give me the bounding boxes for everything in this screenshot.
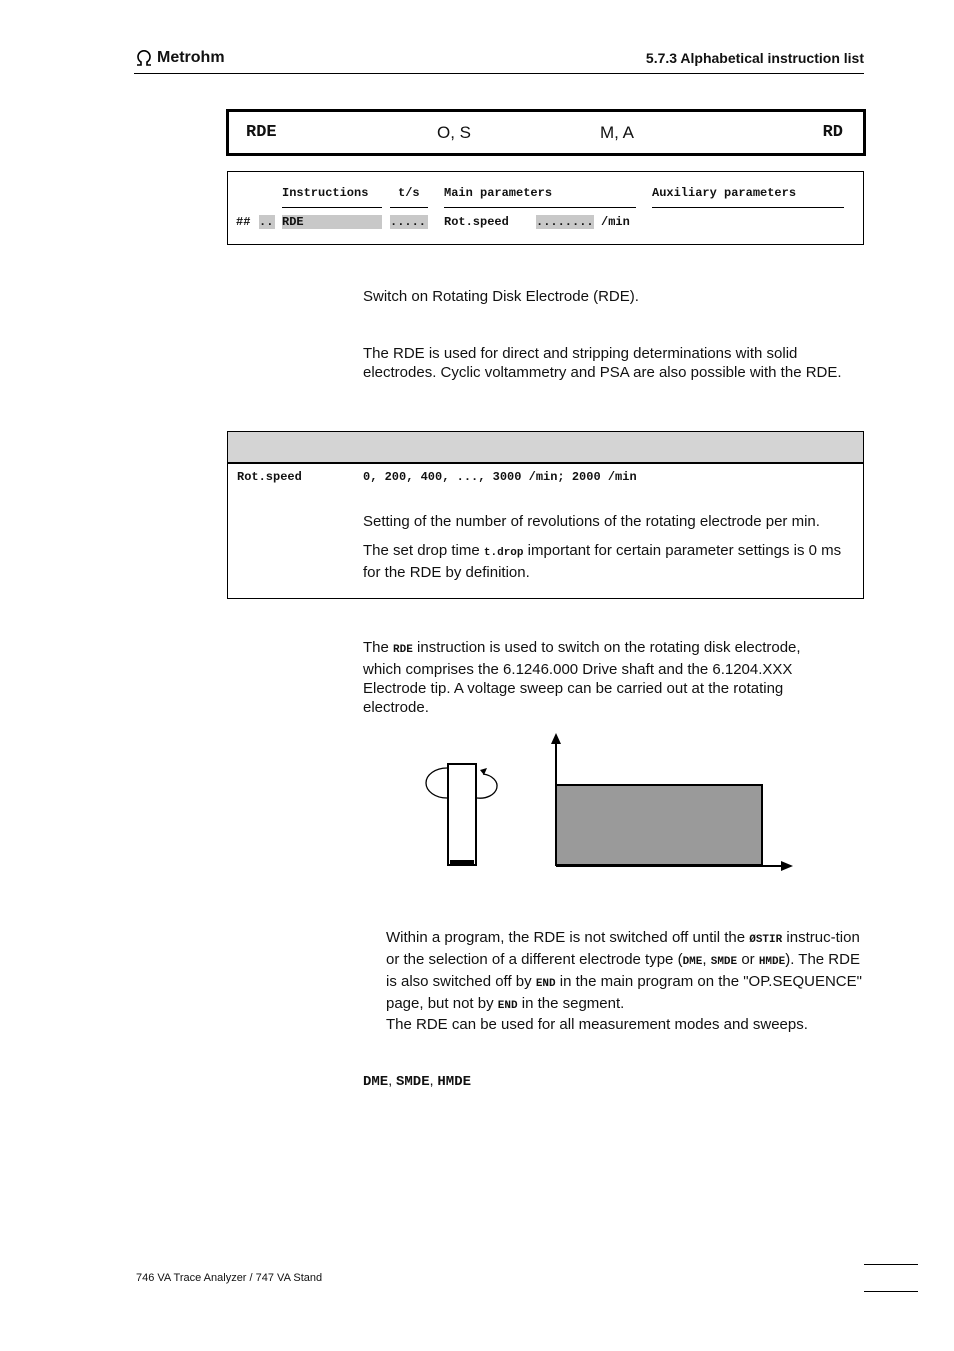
header-rule (134, 73, 864, 74)
row-instruction: RDE (282, 215, 382, 229)
command-name: RDE (246, 123, 277, 142)
parameter-detail-table (227, 431, 864, 599)
col-main: Main parameters (444, 186, 553, 200)
param-name: Rot.speed (237, 470, 302, 484)
col-aux: Auxiliary parameters (652, 186, 797, 200)
speed-plot (551, 733, 793, 871)
param-text-2: The set drop time t.drop important for certain parameter settings is 0 ms for the RDE by definition. (363, 542, 842, 581)
note-paragraph-1: Within a program, the RDE is not switched off until the ØSTIR instruc-tion or the selection of a different electrode type (DME, SMDE or HMDE). The RDE is also switched off by END in the main program on the "OP.SEQUENCE" page, but not by END in the segment. (386, 929, 862, 1012)
footer-text: 746 VA Trace Analyzer / 747 VA Stand (136, 1272, 323, 1284)
description-short: Switch on Rotating Disk Electrode (RDE). (363, 288, 639, 305)
row-main-param: Rot.speed (444, 215, 509, 229)
col-ts: t/s (398, 186, 420, 200)
row-ts: ..... (390, 215, 427, 229)
see-also-hmde[interactable]: HMDE (437, 1074, 471, 1090)
param-text-1: Setting of the number of revolutions of the rotating electrode per min. (363, 513, 820, 530)
table-header-bar (228, 432, 863, 464)
col-instructions: Instructions (282, 186, 369, 200)
command-mode-2: M, A (600, 123, 635, 142)
usage-text: The RDE instruction is used to switch on the rotating disk electrode, which comprises the 6.1246.000 Drive shaft and the 6.1204.XXX Electrode tip. A voltage sweep can be carried out at the rotating electrode. (363, 639, 801, 716)
see-also-dme[interactable]: DME (363, 1074, 389, 1090)
brand-name: Metrohm (157, 49, 225, 66)
param-values: 0, 200, 400, ..., 3000 /min; 2000 /min (363, 470, 637, 484)
row-value: ........ (536, 215, 594, 229)
command-box (226, 109, 866, 156)
note-paragraph-2: The RDE can be used for all measurement modes and sweeps. (386, 1016, 808, 1033)
see-also: DME, SMDE, HMDE (363, 1072, 471, 1090)
footer-rule-top (864, 1264, 918, 1265)
parameter-syntax-box (227, 171, 864, 245)
electrode-drawing (426, 764, 497, 865)
command-mode-1: O, S (437, 123, 472, 142)
metrohm-logo (134, 49, 225, 67)
command-abbrev: RD (822, 123, 843, 142)
row-dots: .. (259, 215, 274, 229)
see-also-smde[interactable]: SMDE (396, 1074, 430, 1090)
section-title: 5.7.3 Alphabetical instruction list (645, 50, 864, 66)
rde-diagram (425, 730, 805, 880)
omega-icon (134, 50, 154, 66)
row-unit: /min (601, 215, 630, 229)
footer-rule-bottom (864, 1291, 918, 1292)
description-long: The RDE is used for direct and stripping determinations with solid electrodes. Cyclic voltammetry and PSA are also possible with the RDE. (363, 345, 842, 381)
row-hash: ## (236, 215, 251, 229)
